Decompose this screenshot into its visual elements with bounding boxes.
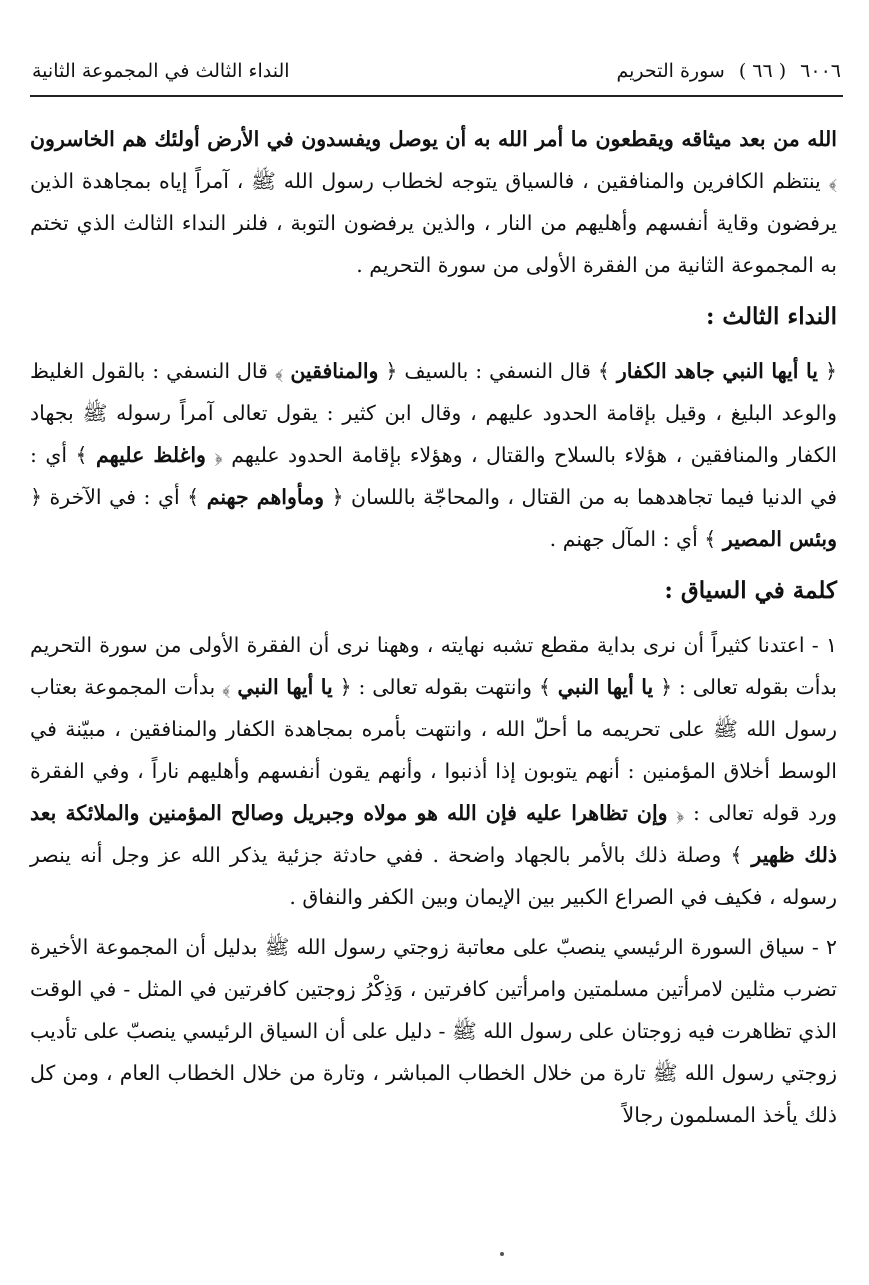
paragraph-text: ﴾ قال النسفي : بالسيف ﴿ [385, 359, 610, 383]
page-number: ٦٠٠٦ [800, 60, 841, 82]
intro-paragraph [30, 118, 837, 286]
paragraph-text: ﴾ أي : في الآخرة ﴿ [30, 485, 200, 509]
context-paragraph-2: ٢ - سياق السورة الرئيسي ينصبّ على معاتبة زوجتي رسول الله ﷺ بدليل أن المجموعة الأخيرة تضرب مثلين لامرأتين مسلمتين وامرأتين كافرتين ، وَذِكْرُ زوجتين كافرتين في المثل - في الوقت الذي تظاهرت فيه زوجتان على رسول الله ﷺ - دليل على أن السياق الرئيسي ينصبّ على تأديب زوجتي رسول الله ﷺ تارة من خلال الخطاب المباشر ، وتارة من خلال الخطاب العام ، ومن كل ذلك يأخذ المسلمون رجالاً [30, 935, 837, 1127]
quran-verse: وإن تظاهرا عليه فإن الله هو مولاه وجبريل وصالح المؤمنين والملائكة بعد ذلك ظهير [30, 801, 837, 867]
surah-number: ( ٦٦ ) [738, 60, 787, 82]
paragraph-text: ﴾ بدأت المجموعة بعتاب رسول الله ﷺ على تحريمه ما أحلّ الله ، وانتهت بأمره بمجاهدة الكفار والمنافقين ، مبيّنة في الوسط أخلاق المؤمنين : أنهم يتوبون إذا أذنبوا ، وأنهم يقون أنفسهم وأهليهم ناراً ، وفي الفقرة ورد قوله تعالى : ﴿ [30, 675, 837, 825]
paragraph-text: ﴾ أي : في الدنيا فيما تجاهدهما به من القتال ، والمحاجّة باللسان ﴿ [30, 443, 837, 509]
paragraph-text: ﴾ ينتظم الكافرين والمنافقين ، فالسياق يتوجه لخطاب رسول الله ﷺ ، آمراً إياه بمجاهدة الذين يرفضون وقاية أنفسهم وأهليهم من النار ، والذين يرفضون التوبة ، فلنر النداء الثالث الذي تختم به المجموعة الثانية من الفقرة الأولى من سورة التحريم . [30, 169, 837, 277]
tafsir-paragraph: ﴿ يا أيها النبي جاهد الكفار ﴾ قال النسفي : بالسيف ﴿ والمنافقين ﴾ قال النسفي : بالقول الغليظ والوعد البليغ ، وقيل بإقامة الحدود عليهم ، وقال ابن كثير : يقول تعالى آمراً رسوله ﷺ بجهاد الكفار والمنافقين ، هؤلاء بالسلاح والقتال ، وهؤلاء بإقامة الحدود عليهم ﴿ واغلظ عليهم ﴾ أي : في الدنيا فيما تجاهدهما به من القتال ، والمحاجّة باللسان ﴿ ومأواهم جهنم ﴾ أي : في الآخرة ﴿ وبئس المصير ﴾ أي : المآل جهنم . [30, 359, 838, 551]
quran-verse: وبئس المصير [722, 527, 837, 551]
quran-verse: والمنافقين [290, 359, 379, 383]
quran-verse: ومأواهم جهنم [206, 485, 324, 509]
paragraph-text: ﴾ أي : المآل جهنم . [549, 527, 717, 551]
context-paragraph-1 [30, 624, 837, 918]
surah-name: سورة التحريم [616, 60, 725, 82]
paragraph-text: ﴾ وصلة ذلك بالأمر بالجهاد واضحة . ففي حادثة جزئية يذكر الله عز وجل أنه ينصر رسوله ، فكيف في الصراع الكبير بين الإيمان وبين الكفر والنفاق . [30, 843, 837, 909]
section-heading: كلمة في السياق : [664, 577, 837, 604]
header-divider [30, 95, 843, 97]
section-title: النداء الثالث في المجموعة الثانية [32, 60, 290, 82]
quran-verse: يا أيها النبي جاهد الكفار [616, 359, 819, 383]
section-heading: النداء الثالث : [705, 303, 837, 330]
page-mark [500, 1252, 504, 1256]
page-body [30, 118, 837, 1144]
quran-verse: واغلظ عليهم [96, 443, 206, 467]
paragraph-text: ١ - اعتدنا كثيراً أن نرى بداية مقطع تشبه نهايته ، وههنا نرى أن الفقرة الأولى من سورة التحريم بدأت بقوله تعالى : ﴿ [30, 633, 837, 699]
running-head [32, 56, 841, 86]
quran-verse: يا أيها النبي [237, 675, 333, 699]
quran-verse: يا أيها النبي [557, 675, 654, 699]
paragraph-text: ﴾ وانتهت بقوله تعالى : ﴿ [339, 675, 551, 699]
paragraph-text: ﴾ قال النسفي : بالقول الغليظ والوعد البليغ ، وقيل بإقامة الحدود عليهم ، وقال ابن كثير : يقول تعالى آمراً رسوله ﷺ بجهاد الكفار والمنافقين ، هؤلاء بالسلاح والقتال ، وهؤلاء بإقامة الحدود عليهم ﴿ [30, 359, 837, 467]
running-head-right [616, 60, 841, 82]
quran-verse: الله من بعد ميثاقه ويقطعون ما أمر الله به أن يوصل ويفسدون في الأرض أولئك هم الخاسرون [30, 127, 837, 151]
